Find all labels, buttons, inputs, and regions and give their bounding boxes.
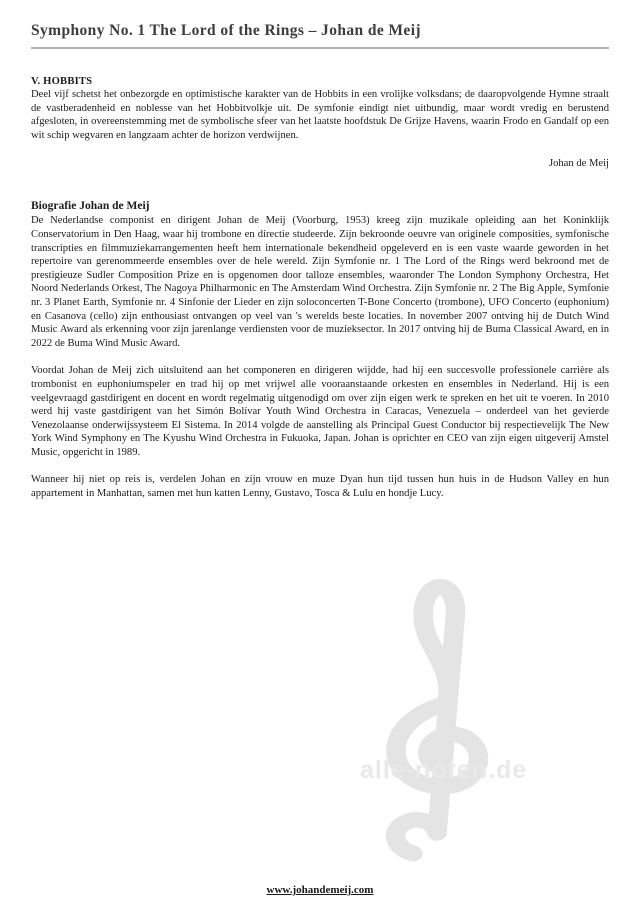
movement-description: Deel vijf schetst het onbezorgde en optimistische karakter van de Hobbits in een vrolijke volksdans; de daaropvolgende Hymne straalt de vastberadenheid en noblesse van het Hobbitvolkje uit. De symfonie eindigt niet uitbundig, maar wordt vredig en berustend afgesloten, in overeenstemming met de symbolische sfeer van het laatste hoofdstuk De Grijze Havens, waarin Frodo en Gandalf op een wit schip wegvaren en langzaam achter de horizon verdwijnen. bbox=[31, 89, 609, 141]
author-signature: Johan de Meij bbox=[548, 158, 609, 170]
biography-paragraph: De Nederlandse componist en dirigent Johan de Meij (Voorburg, 1953) kreeg zijn muzikale opleiding aan het Koninklijk Conservatorium in Den Haag, waar hij trombone en directie studeerde. Zijn bekroonde oeuvre van originele composities, symfonische transcripties en filmmuziekarrangementen heeft hem internationale bekendheid opgeleverd en is een vaste waarde geworden in het repertoire van gerenommeerde ensembles over de hele wereld. Zijn Symfonie nr. 1 The Lord of the Rings werd bekroond met de prestigieuze Sudler Composition Prize en is opgenomen door talloze ensembles, waaronder The London Symphony Orchestra, Het Noord Nederlands Orkest, The Nagoya Philharmonic en The Amsterdam Wind Orchestra. Zijn Symfonie nr. 2 The Big Apple, Symfonie nr. 3 Planet Earth, Symfonie nr. 4 Sinfonie der Lieder en zijn soloconcerten T-Bone Concerto (trombone), UFO Concerto (euphonium) en Casanova (cello) zijn enthousiast ontvangen op veel van 's werelds beste locaties. In november 2007 ontving hij de Dutch Wind Music Award als erkenning voor zijn jarenlange verdiensten voor de muzieksector. In 2017 ontving hij de Buma Classical Award, en in 2022 de Buma Wind Music Award. bbox=[31, 215, 609, 349]
page-title: Symphony No. 1 The Lord of the Rings – Johan de Meij bbox=[31, 22, 609, 49]
document-footer bbox=[0, 880, 640, 898]
watermark-label: alle-noten.de bbox=[360, 756, 528, 784]
biography-section bbox=[31, 200, 609, 500]
website-link[interactable]: www.johandemeij.com bbox=[266, 884, 374, 896]
movement-heading: V. HOBBITS bbox=[31, 76, 93, 87]
biography-heading: Biografie Johan de Meij bbox=[31, 200, 150, 213]
document-header bbox=[31, 22, 609, 49]
biography-paragraph: Wanneer hij niet op reis is, verdelen Johan en zijn vrouw en muze Dyan hun tijd tussen hun huis in de Hudson Valley en hun appartement in Manhattan, samen met hun katten Lenny, Gustavo, Tosca & Lulu en hondje Lucy. bbox=[31, 474, 609, 500]
program-note-section bbox=[31, 76, 609, 169]
treble-clef-icon bbox=[368, 578, 518, 868]
publisher-watermark bbox=[330, 578, 570, 878]
biography-paragraph: Voordat Johan de Meij zich uitsluitend aan het componeren en dirigeren wijdde, had hij een succesvolle professionele carrière als trombonist en euphoniumspeler en trad hij op met vrijwel alle vooraanstaande orkesten en ensembles in Nederland. Hij is een veelgevraagd gastdirigent en docent en wordt regelmatig uitgenodigd om over zijn eigen werk te spreken en het uit te voeren. In 2010 werd hij vaste gastdirigent van het Simón Bolívar Youth Wind Orchestra in Caracas, Venezuela – onderdeel van het gevierde Venezolaanse onderwijssysteem El Sistema. In 2014 volgde de aanstelling als Principal Guest Conductor bij respectievelijk The New York Wind Symphony en The Kyushu Wind Orchestra in Fukuoka, Japan. Johan is oprichter en CEO van zijn eigen uitgeverij Amstel Music, opgericht in 1989. bbox=[31, 365, 609, 458]
